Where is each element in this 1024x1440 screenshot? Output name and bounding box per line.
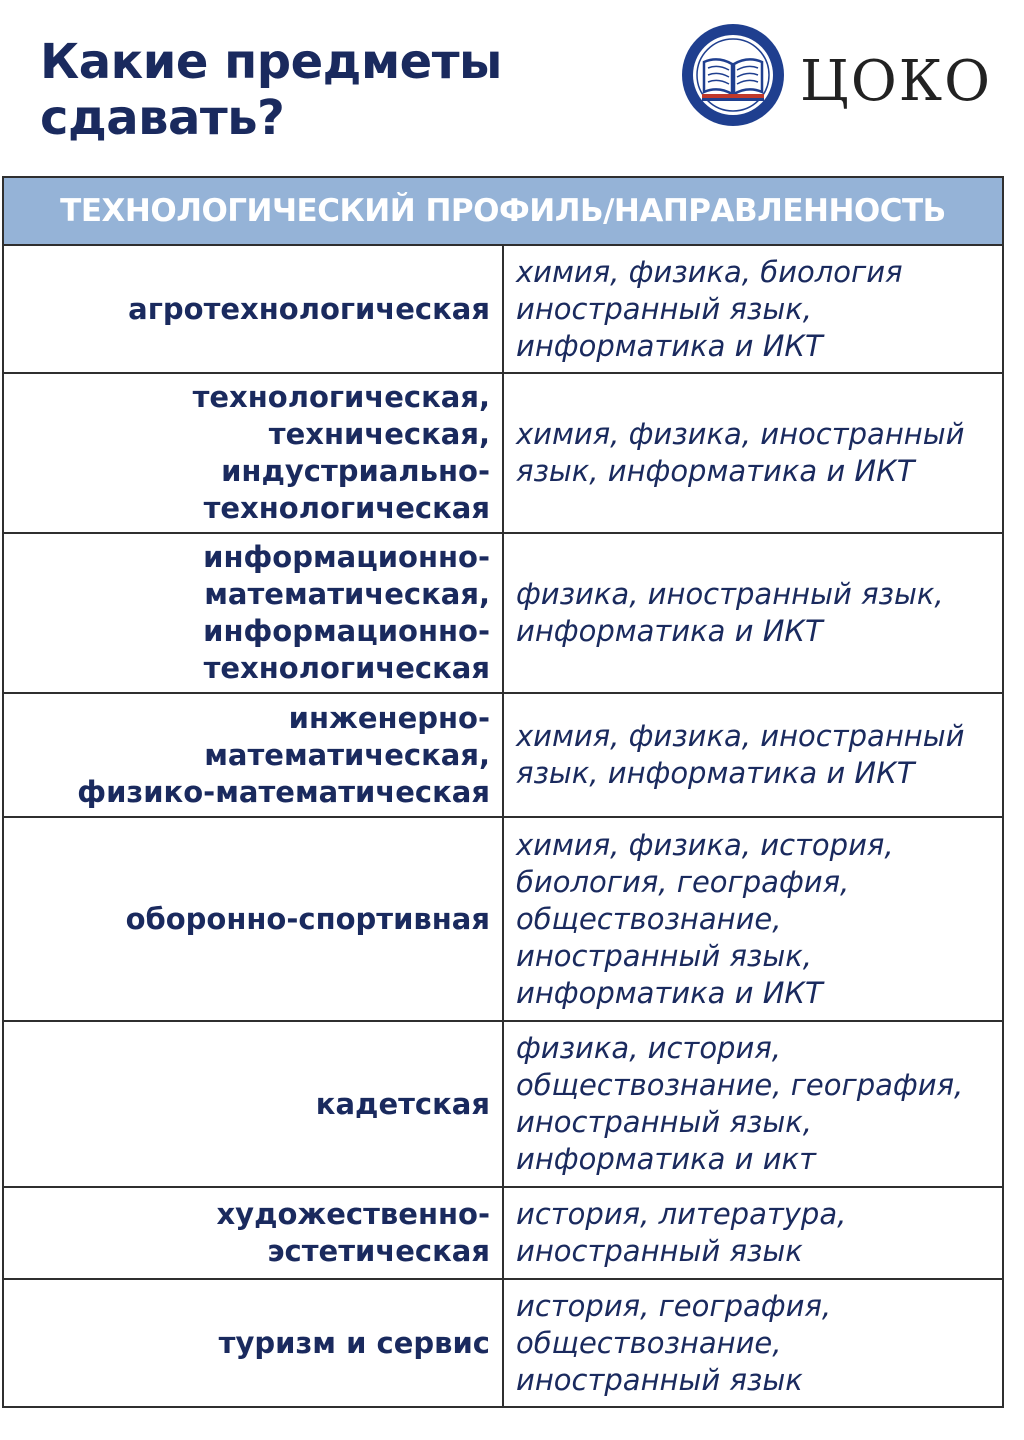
table-row [3,373,1003,533]
table-row [3,1021,1003,1187]
table-header-row [3,177,1003,245]
table-row [3,817,1003,1021]
direction-name: художественно- эстетическая [3,1187,503,1279]
direction-subjects: химия, физика, иностранный язык, информатика и ИКТ [503,373,1003,533]
direction-subjects: физика, история, обществознание, география, иностранный язык, информатика и икт [503,1021,1003,1187]
direction-name: кадетская [3,1021,503,1187]
direction-subjects: история, литература, иностранный язык [503,1187,1003,1279]
direction-name: информационно- математическая, информационно- технологическая [3,533,503,693]
table-row [3,245,1003,373]
table-row [3,693,1003,817]
page-title: Какие предметы сдавать? [40,34,502,146]
table-header: ТЕХНОЛОГИЧЕСКИЙ ПРОФИЛЬ/НАПРАВЛЕННОСТЬ [3,177,1003,245]
profile-table [2,176,1004,1408]
direction-subjects: химия, физика, иностранный язык, информатика и ИКТ [503,693,1003,817]
direction-name: оборонно-спортивная [3,817,503,1021]
direction-name: агротехнологическая [3,245,503,373]
coko-logo [800,40,1000,130]
direction-subjects: химия, физика, биология иностранный язык, информатика и ИКТ [503,245,1003,373]
direction-name: инженерно- математическая, физико-математическая [3,693,503,817]
ministry-book-seal-icon [680,22,786,128]
direction-subjects: физика, иностранный язык, информатика и ИКТ [503,533,1003,693]
direction-name: технологическая, техническая, индустриально- технологическая [3,373,503,533]
table-row [3,1279,1003,1407]
direction-name: туризм и сервис [3,1279,503,1407]
table-row [3,1187,1003,1279]
direction-subjects: история, география, обществознание, иностранный язык [503,1279,1003,1407]
coko-logo-text: ЦОКО [800,49,992,114]
direction-subjects: химия, физика, история, биология, география, обществознание, иностранный язык, информатика и ИКТ [503,817,1003,1021]
table-row [3,533,1003,693]
